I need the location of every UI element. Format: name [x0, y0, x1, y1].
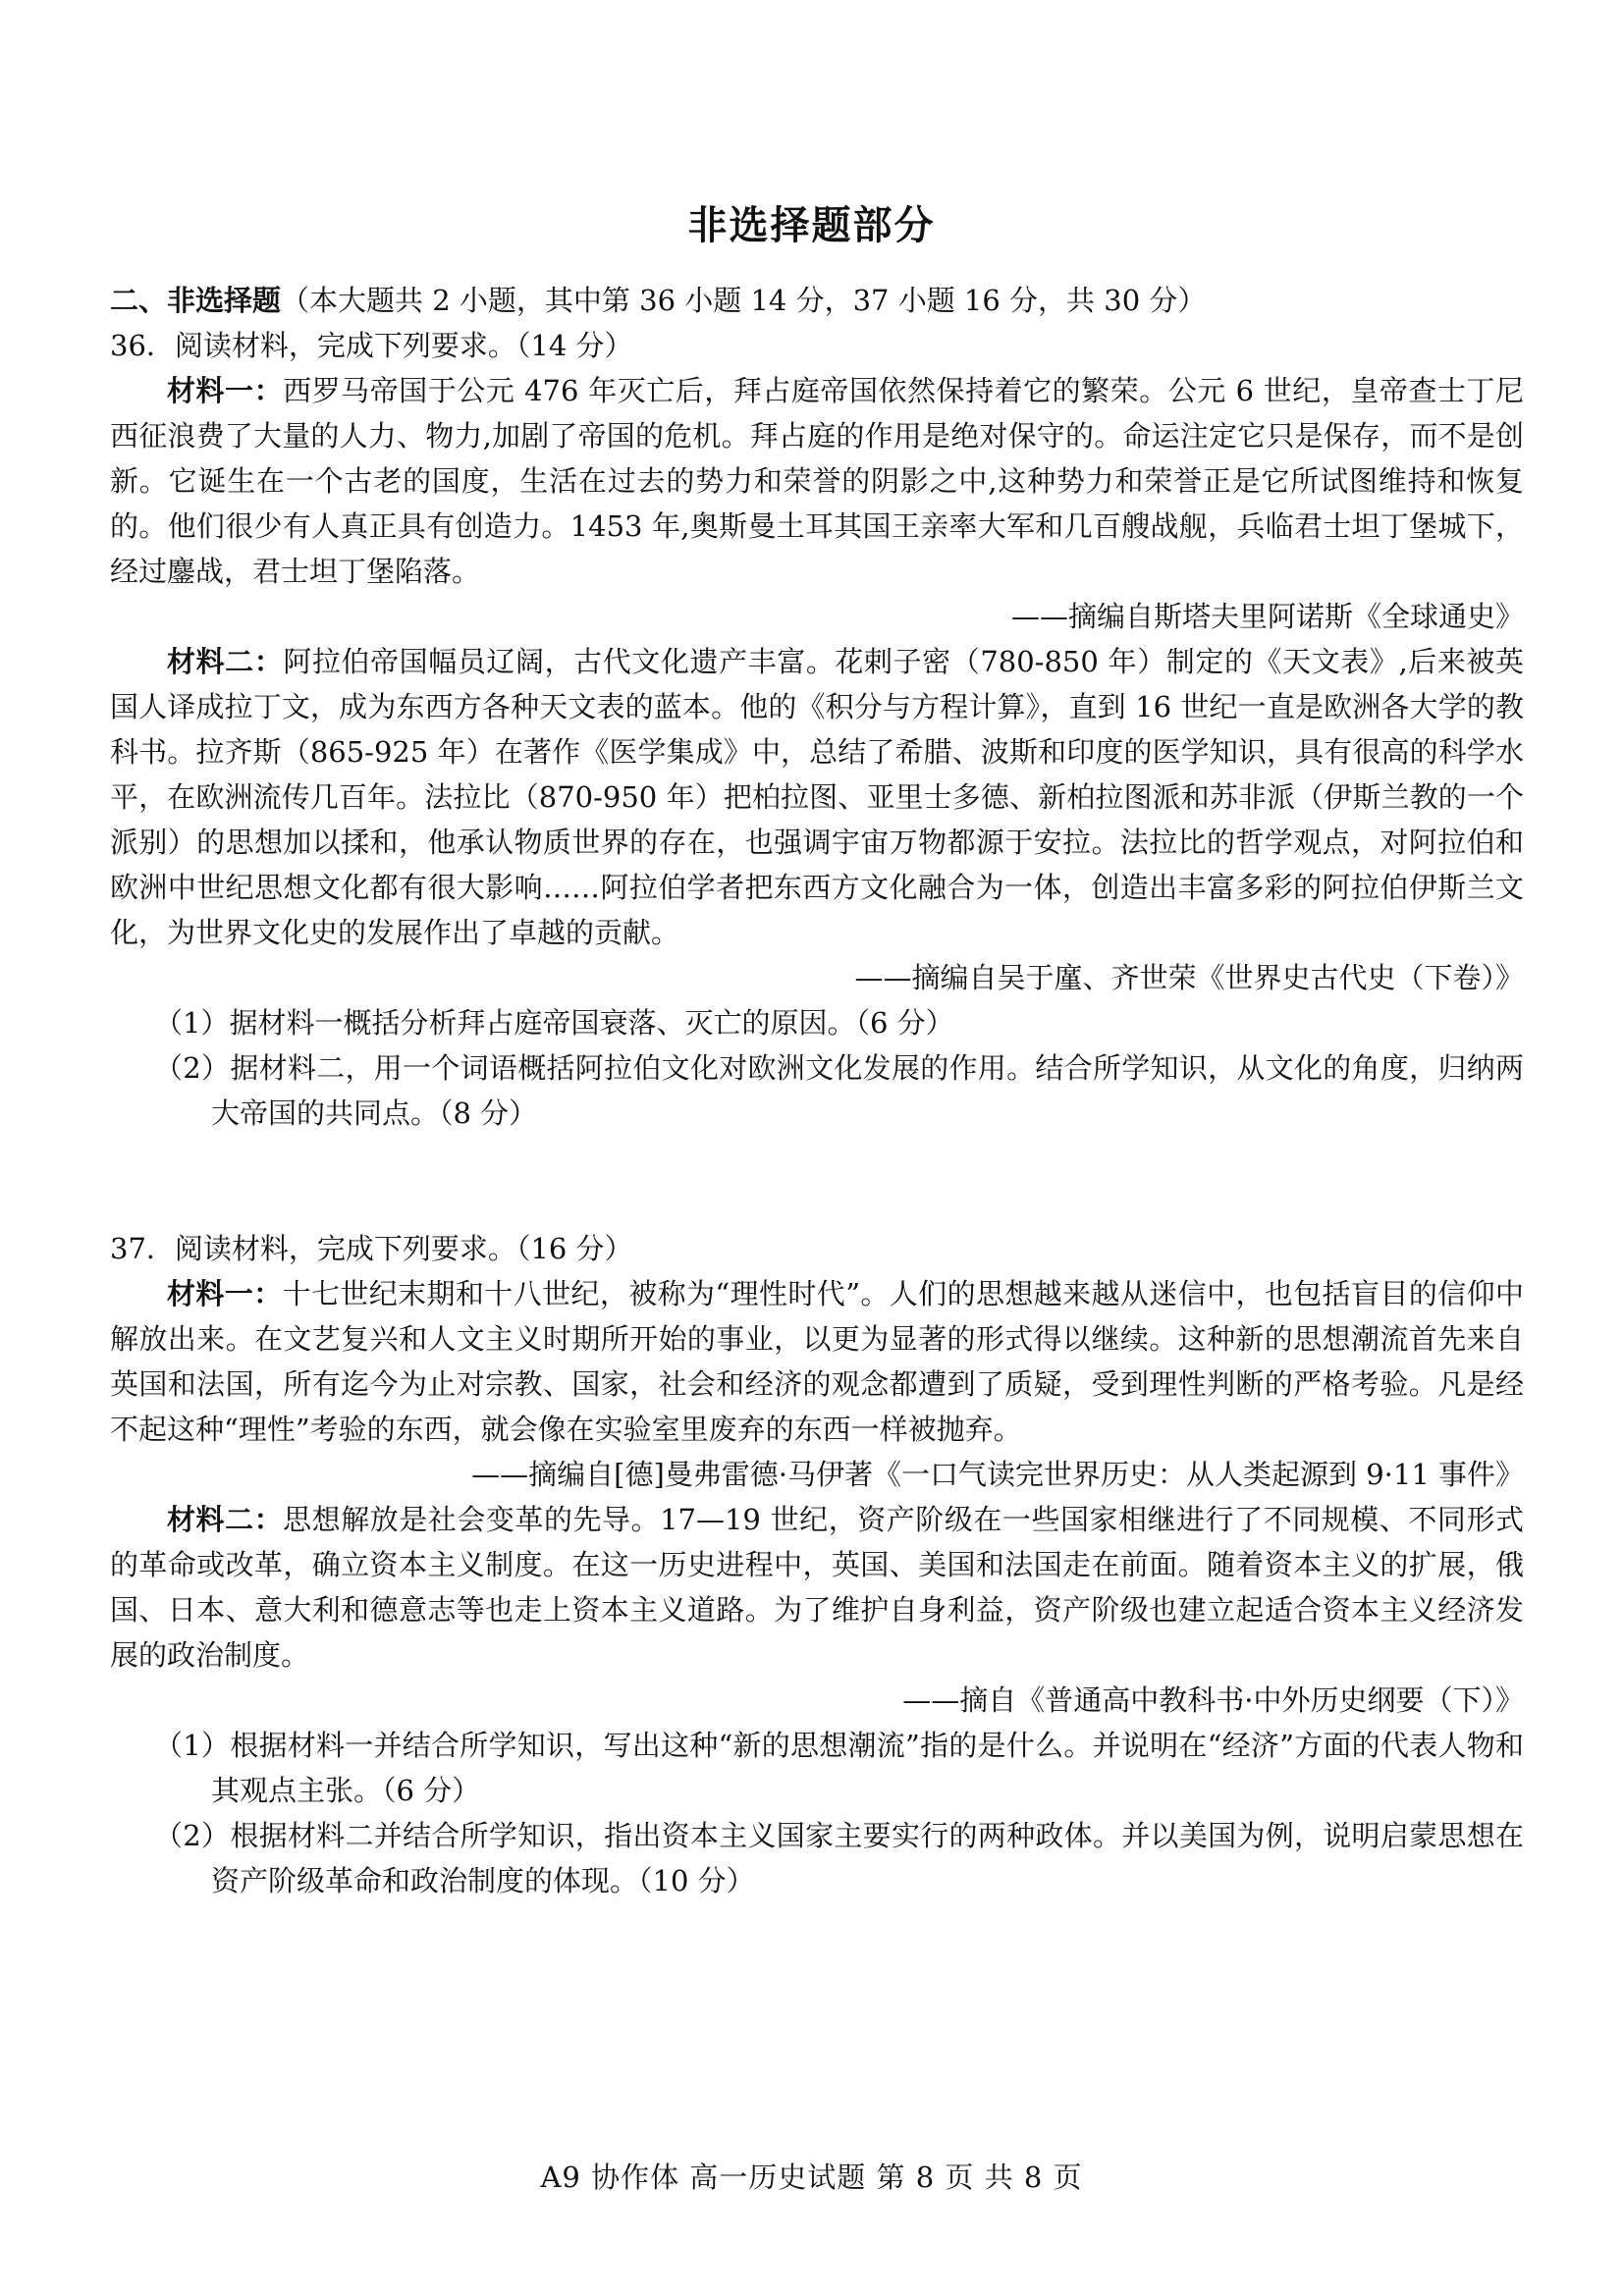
section-heading — [110, 278, 1524, 323]
q36-material-1 — [110, 368, 1524, 594]
q37-material-2-label: 材料二： — [167, 1503, 284, 1536]
question-37-stem: 37．阅读材料，完成下列要求。（16 分） — [110, 1232, 633, 1265]
q37-material-1 — [110, 1271, 1524, 1452]
question-36 — [110, 323, 1524, 1136]
q37-material-2-source: ——摘自《普通高中教科书·中外历史纲要（下）》 — [902, 1683, 1524, 1717]
question-36-stem: 36．阅读材料，完成下列要求。（14 分） — [110, 329, 633, 362]
section-heading-label: 二、非选择题 — [110, 284, 282, 317]
question-gap — [110, 1136, 1524, 1226]
q37-subquestion-1: （1）根据材料一并结合所学知识，写出这种“新的思想潮流”指的是什么。并说明在“经济”方面的代表人物和其观点主张。（6 分） — [154, 1729, 1524, 1807]
q36-material-2-source: ——摘编自吴于廑、齐世荣《世界史古代史（下卷）》 — [854, 961, 1524, 994]
page-footer: A9 协作体 高一历史试题 第 8 页 共 8 页 — [540, 2161, 1083, 2194]
q36-subquestion-2: （2）据材料二，用一个词语概括阿拉伯文化对欧洲文化发展的作用。结合所学知识，从文化的角度，归纳两大帝国的共同点。（8 分） — [154, 1051, 1524, 1130]
q36-material-2-text: 阿拉伯帝国幅员辽阔，古代文化遗产丰富。花剌子密（780-850 年）制定的《天文表》,后来被英国人译成拉丁文，成为东西方各种天文表的蓝本。他的《积分与方程计算》，直到 16 世纪一直是欧洲各大学的教科书。拉齐斯（865-925 年）在著作《医学集成》中，总结了希腊、波斯和印度的医学知识，具有很高的科学水平，在欧洲流传几百年。法拉比（870-950 年）把柏拉图、亚里士多德、新柏拉图派和苏非派（伊斯兰教的一个派别）的思想加以揉和，他承认物质世界的存在，也强调宇宙万物都源于安拉。法拉比的哲学观点，对阿拉伯和欧洲中世纪思想文化都有很大影响……阿拉伯学者把东西方文化融合为一体，创造出丰富多彩的阿拉伯伊斯兰文化，为世界文化史的发展作出了卓越的贡献。 — [110, 645, 1524, 949]
q36-subquestion-1: （1）据材料一概括分析拜占庭帝国衰落、灭亡的原因。（6 分） — [154, 1006, 954, 1040]
q37-material-1-label: 材料一： — [167, 1277, 283, 1310]
q36-material-1-label: 材料一： — [167, 374, 284, 407]
q36-material-1-text: 西罗马帝国于公元 476 年灭亡后，拜占庭帝国依然保持着它的繁荣。公元 6 世纪，皇帝查士丁尼西征浪费了大量的人力、物力,加剧了帝国的危机。拜占庭的作用是绝对保守的。命运注定它只是保存，而不是创新。它诞生在一个古老的国度，生活在过去的势力和荣誉的阴影之中,这种势力和荣誉正是它所试图维持和恢复的。他们很少有人真正具有创造力。1453 年,奥斯曼土耳其国王亲率大军和几百艘战舰，兵临君士坦丁堡城下，经过鏖战，君士坦丁堡陷落。 — [110, 374, 1524, 588]
q37-material-2-text: 思想解放是社会变革的先导。17—19 世纪，资产阶级在一些国家相继进行了不同规模、不同形式的革命或改革，确立资本主义制度。在这一历史进程中，英国、美国和法国走在前面。随着资本主义的扩展，俄国、日本、意大利和德意志等也走上资本主义道路。为了维护自身利益，资产阶级也建立起适合资本主义经济发展的政治制度。 — [110, 1503, 1524, 1672]
page-title: 非选择题部分 — [687, 203, 936, 248]
page-content — [110, 278, 1524, 1903]
q36-material-1-source: ——摘编自斯塔夫里阿诺斯《全球通史》 — [1010, 600, 1524, 633]
question-37 — [110, 1226, 1524, 1903]
q37-material-1-text: 十七世纪末期和十八世纪，被称为“理性时代”。人们的思想越来越从迷信中，也包括盲目的信仰中解放出来。在文艺复兴和人文主义时期所开始的事业，以更为显著的形式得以继续。这种新的思想潮流首先来自英国和法国，所有迄今为止对宗教、国家，社会和经济的观念都遭到了质疑，受到理性判断的严格考验。凡是经不起这种“理性”考验的东西，就会像在实验室里废弃的东西一样被抛弃。 — [110, 1277, 1524, 1446]
q37-material-2 — [110, 1497, 1524, 1678]
q37-subquestion-2: （2）根据材料二并结合所学知识，指出资本主义国家主要实行的两种政体。并以美国为例，说明启蒙思想在资产阶级革命和政治制度的体现。（10 分） — [154, 1819, 1524, 1897]
section-heading-note: （本大题共 2 小题，其中第 36 小题 14 分，37 小题 16 分，共 30 分） — [281, 284, 1207, 317]
q36-material-2 — [110, 639, 1524, 955]
q36-material-2-label: 材料二： — [167, 645, 284, 678]
q37-material-1-source: ——摘编自[德]曼弗雷德·马伊著《一口气读完世界历史：从人类起源到 9·11 事件》 — [471, 1458, 1524, 1491]
